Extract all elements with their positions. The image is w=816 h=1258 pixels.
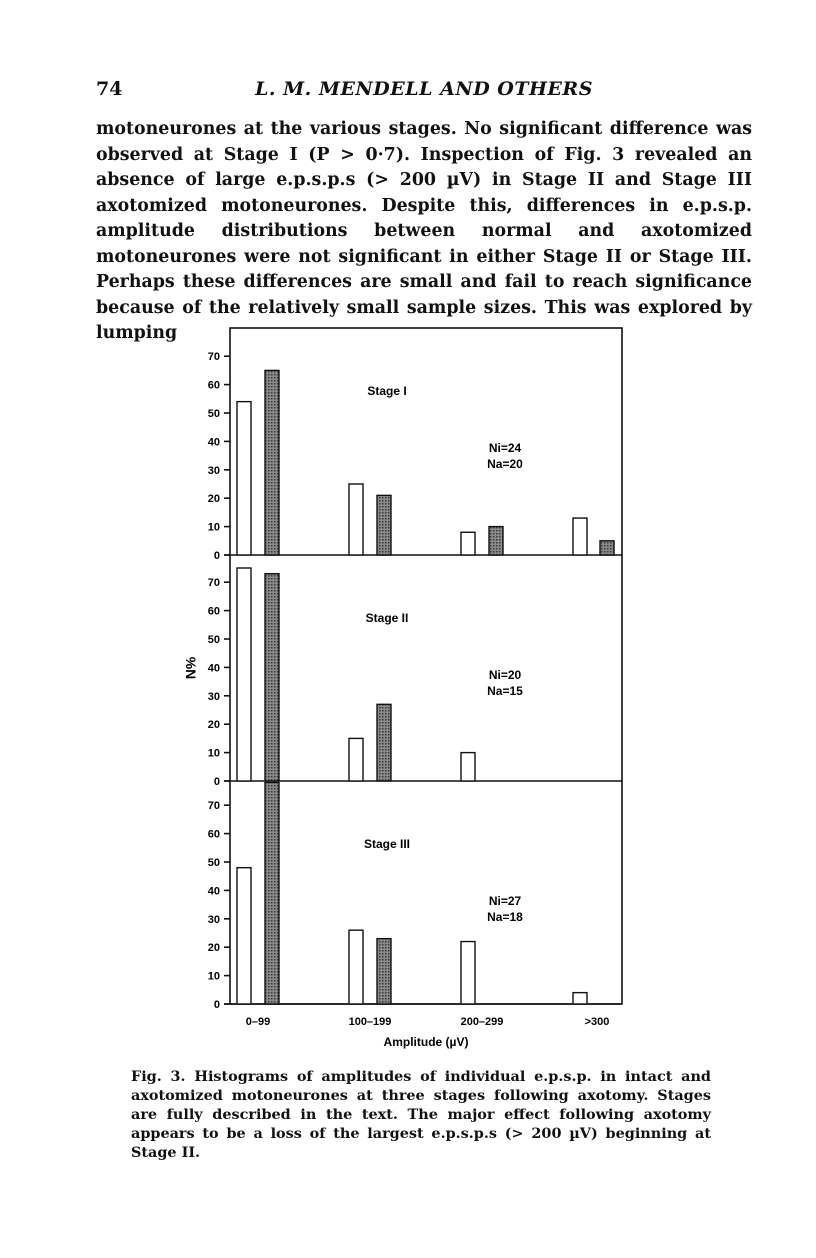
bar-intact — [461, 942, 475, 1004]
bar-intact — [237, 868, 251, 1004]
y-tick-label: 50 — [207, 408, 220, 420]
stage-label: Stage III — [363, 837, 411, 851]
bar-axotomized — [600, 541, 614, 555]
bar-intact — [237, 568, 251, 781]
y-axis-title: %N — [183, 656, 199, 680]
intact-count-label: Ni=24 — [488, 441, 522, 455]
bar-axotomized — [265, 782, 279, 1004]
bar-axotomized — [377, 704, 391, 781]
bar-intact — [461, 753, 475, 781]
y-tick-label: 20 — [207, 942, 220, 955]
x-axis-title: Amplitude (µV) — [383, 1035, 469, 1049]
axotomized-count-label: Na=15 — [487, 684, 523, 698]
y-tick-label: 0 — [213, 550, 220, 562]
bar-intact — [573, 993, 587, 1004]
y-tick-label: 30 — [207, 913, 220, 926]
x-category-label: 0–99 — [245, 1016, 271, 1028]
histogram-chart — [160, 320, 660, 1060]
x-category-label: 200–299 — [460, 1016, 504, 1028]
y-tick-label: 10 — [207, 970, 220, 983]
page-header — [96, 78, 752, 104]
y-tick-label: 10 — [207, 521, 220, 534]
bar-intact — [237, 402, 251, 555]
y-tick-label: 60 — [207, 379, 220, 392]
running-head: L. M. MENDELL AND OTHERS — [255, 78, 593, 100]
y-tick-label: 30 — [207, 464, 220, 477]
y-tick-label: 0 — [213, 776, 220, 788]
bar-intact — [349, 484, 363, 555]
figure-3 — [160, 320, 660, 1060]
x-category-label: 100–199 — [348, 1016, 392, 1028]
y-tick-label: 10 — [207, 747, 220, 760]
y-tick-label: 40 — [207, 662, 220, 675]
intact-count-label: Ni=27 — [488, 894, 522, 908]
y-tick-label: 50 — [207, 634, 220, 646]
y-tick-label: 70 — [207, 577, 220, 590]
y-tick-label: 60 — [207, 605, 220, 618]
stage-label: Stage II — [365, 611, 409, 625]
y-tick-label: 0 — [213, 999, 220, 1011]
bar-intact — [461, 532, 475, 555]
figure-caption: Fig. 3. Histograms of amplitudes of individual e.p.s.p. in intact and axotomized motoneurones at three stages following axotomy. Stages are fully described in the text. The major effect following axotomy appears to be a loss of the largest e.p.s.p.s (> 200 µV) beginning at Stage II. — [131, 1068, 711, 1161]
body-paragraph: motoneurones at the various stages. No significant difference was observed at Stage I (P > 0·7). Inspection of Fig. 3 revealed an absence of large e.p.s.p.s (> 200 µV) in Stage II and Stage III axotomized motoneurones. Despite this, differences in e.p.s.p. amplitude distributions between normal and axotomized motoneurones were not significant in either Stage II or Stage III. Perhaps these differences are small and fail to reach significance because of the relatively small sample sizes. This was explored by lumping — [96, 119, 752, 343]
x-category-label: >300 — [584, 1016, 610, 1028]
bar-intact — [573, 518, 587, 555]
y-tick-label: 60 — [207, 828, 220, 841]
stage-label: Stage I — [367, 384, 407, 398]
y-tick-label: 20 — [207, 493, 220, 506]
y-tick-label: 20 — [207, 719, 220, 732]
y-tick-label: 30 — [207, 690, 220, 703]
y-tick-label: 40 — [207, 436, 220, 449]
axotomized-count-label: Na=20 — [487, 457, 523, 471]
axotomized-count-label: Na=18 — [487, 910, 523, 924]
bar-axotomized — [377, 939, 391, 1004]
bar-axotomized — [265, 574, 279, 781]
page-number: 74 — [96, 78, 123, 100]
bar-axotomized — [377, 495, 391, 555]
intact-count-label: Ni=20 — [488, 668, 522, 682]
y-tick-label: 70 — [207, 800, 220, 813]
chart-frame — [230, 328, 622, 1004]
y-tick-label: 40 — [207, 885, 220, 898]
bar-intact — [349, 930, 363, 1004]
bar-axotomized — [489, 527, 503, 555]
bar-axotomized — [265, 370, 279, 555]
y-tick-label: 70 — [207, 351, 220, 364]
bar-intact — [349, 738, 363, 781]
y-tick-label: 50 — [207, 857, 220, 869]
